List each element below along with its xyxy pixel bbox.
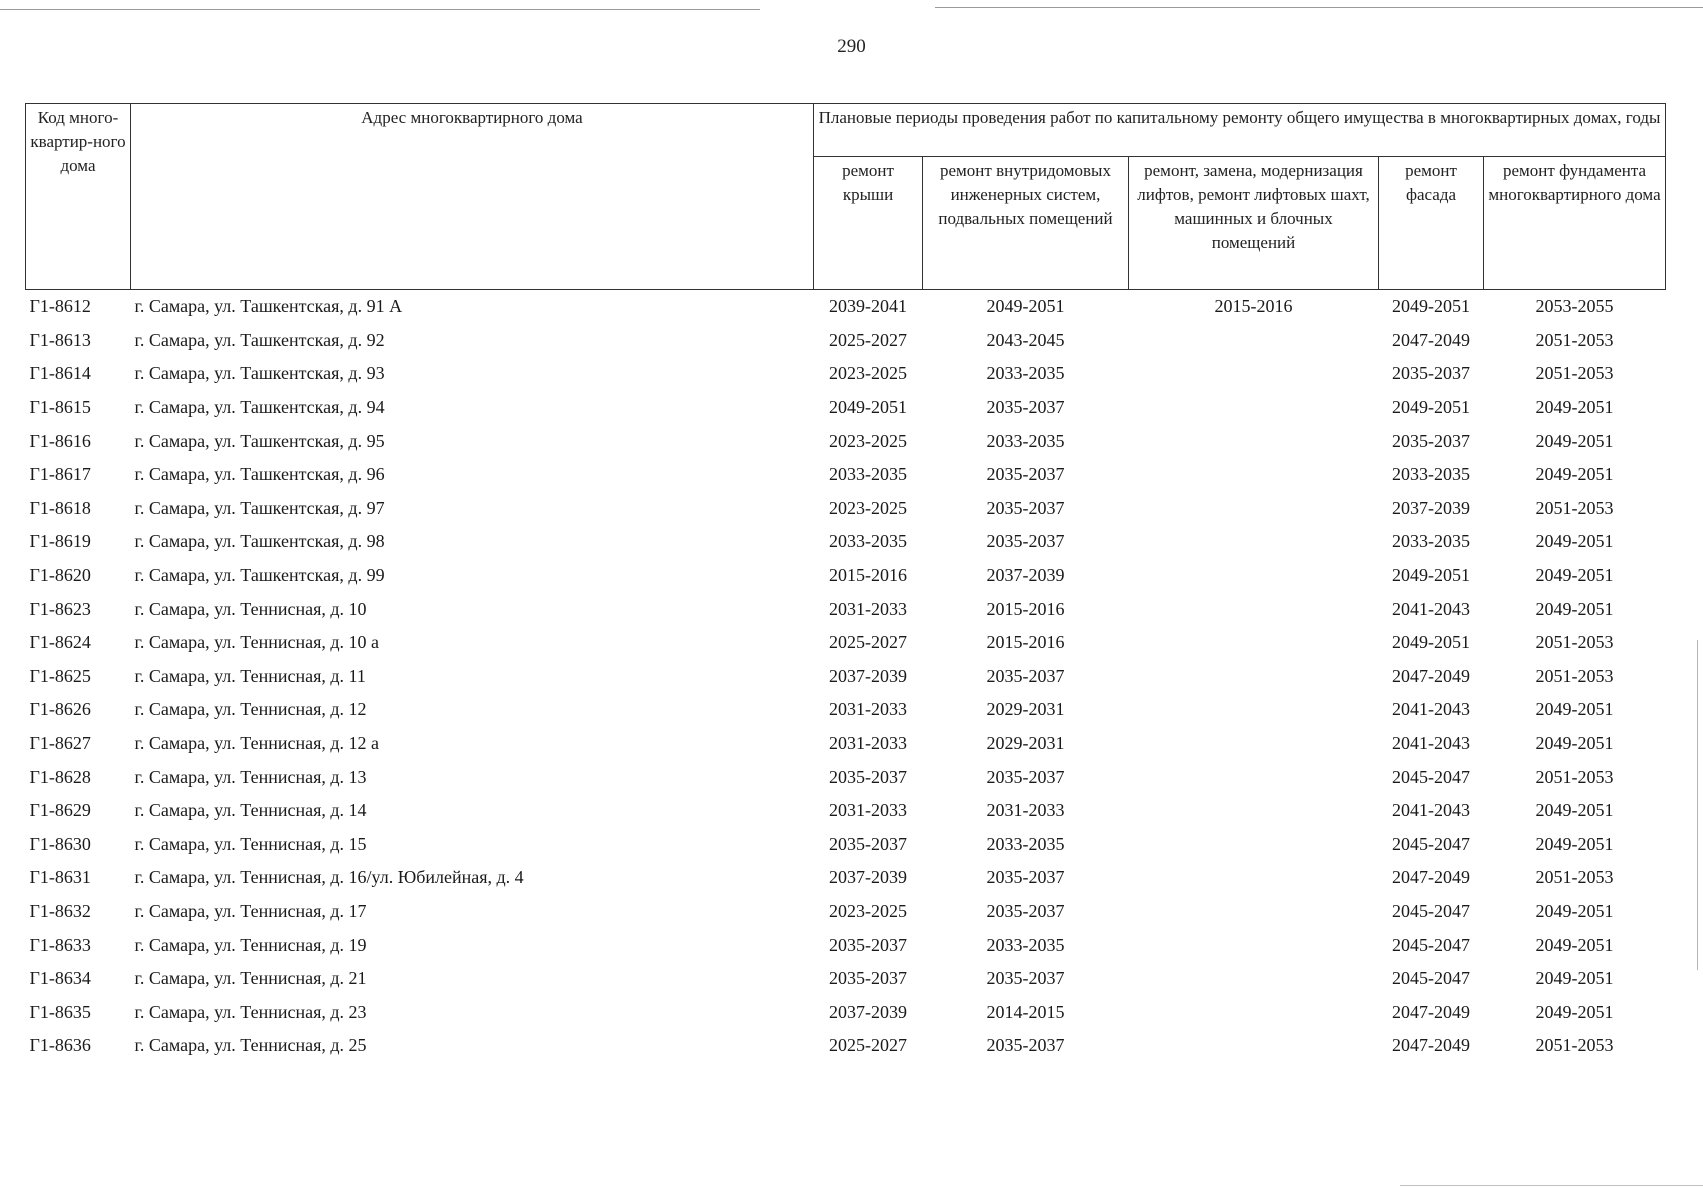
table-row [26,794,1666,828]
cell-facade: 2045-2047 [1392,900,1470,921]
cell-systems: 2035-2037 [986,1035,1065,1056]
cell-lifts [1129,861,1379,895]
table-row [26,895,1666,929]
cell-systems: 2015-2016 [986,598,1065,619]
cell-address: г. Самара, ул. Теннисная, д. 23 [134,1001,367,1022]
cell-address: г. Самара, ул. Теннисная, д. 15 [134,833,367,854]
table-row [26,626,1666,660]
cell-roof: 2037-2039 [829,867,907,888]
cell-lifts [1129,995,1379,1029]
cell-foundation: 2049-2051 [1535,934,1614,955]
header-systems: ремонт внутридомовых инженерных систем, подвальных помещений [923,157,1129,290]
cell-code: Г1-8635 [29,1001,91,1022]
cell-roof: 2031-2033 [829,699,907,720]
cell-address: г. Самара, ул. Ташкентская, д. 97 [134,497,385,518]
cell-code: Г1-8636 [29,1035,91,1056]
cell-address: г. Самара, ул. Теннисная, д. 13 [134,766,367,787]
cell-systems: 2029-2031 [986,733,1065,754]
cell-systems: 2035-2037 [986,464,1065,485]
cell-systems: 2014-2015 [986,1001,1065,1022]
cell-roof: 2039-2041 [829,296,907,317]
cell-foundation: 2051-2053 [1535,497,1614,518]
cell-facade: 2045-2047 [1392,968,1470,989]
cell-code: Г1-8617 [29,464,91,485]
cell-roof: 2049-2051 [829,397,907,418]
table-row [26,1029,1666,1063]
cell-roof: 2035-2037 [829,833,907,854]
table-row [26,458,1666,492]
header-facade: ремонт фасада [1379,157,1484,290]
cell-foundation: 2049-2051 [1535,397,1614,418]
cell-roof: 2035-2037 [829,968,907,989]
cell-lifts [1129,357,1379,391]
cell-systems: 2015-2016 [986,632,1065,653]
cell-code: Г1-8624 [29,632,91,653]
cell-lifts [1129,592,1379,626]
table-row [26,559,1666,593]
cell-code: Г1-8615 [29,397,91,418]
cell-systems: 2035-2037 [986,867,1065,888]
cell-roof: 2023-2025 [829,900,907,921]
cell-lifts [1129,391,1379,425]
cell-systems: 2035-2037 [986,531,1065,552]
cell-facade: 2047-2049 [1392,665,1470,686]
cell-foundation: 2053-2055 [1535,296,1614,317]
cell-address: г. Самара, ул. Теннисная, д. 16/ул. Юбилейная, д. 4 [134,867,524,888]
table-body [26,290,1666,1063]
cell-facade: 2037-2039 [1392,497,1470,518]
cell-lifts [1129,424,1379,458]
table-row [26,424,1666,458]
cell-facade: 2045-2047 [1392,934,1470,955]
table-row [26,828,1666,862]
header-periods: Плановые периоды проведения работ по капитальному ремонту общего имущества в многоквартирных домах, годы [814,104,1666,157]
cell-facade: 2035-2037 [1392,363,1470,384]
cell-lifts [1129,626,1379,660]
cell-address: г. Самара, ул. Теннисная, д. 10 а [134,632,380,653]
cell-facade: 2033-2035 [1392,531,1470,552]
cell-roof: 2033-2035 [829,531,907,552]
cell-code: Г1-8614 [29,363,91,384]
cell-foundation: 2049-2051 [1535,699,1614,720]
cell-systems: 2031-2033 [986,800,1065,821]
cell-code: Г1-8630 [29,833,91,854]
cell-facade: 2041-2043 [1392,598,1470,619]
cell-lifts [1129,525,1379,559]
cell-roof: 2025-2027 [829,1035,907,1056]
cell-lifts [1129,458,1379,492]
cell-address: г. Самара, ул. Теннисная, д. 10 [134,598,367,619]
table-row [26,995,1666,1029]
table-row [26,290,1666,324]
cell-code: Г1-8633 [29,934,91,955]
table-row [26,525,1666,559]
cell-address: г. Самара, ул. Ташкентская, д. 91 А [134,296,403,317]
cell-foundation: 2049-2051 [1535,598,1614,619]
cell-facade: 2047-2049 [1392,1035,1470,1056]
cell-foundation: 2051-2053 [1535,867,1614,888]
cell-systems: 2033-2035 [986,430,1065,451]
cell-foundation: 2049-2051 [1535,968,1614,989]
cell-lifts [1129,324,1379,358]
cell-address: г. Самара, ул. Теннисная, д. 12 [134,699,367,720]
header-address: Адрес многоквартирного дома [131,104,814,290]
cell-systems: 2037-2039 [986,565,1065,586]
cell-code: Г1-8628 [29,766,91,787]
cell-facade: 2049-2051 [1392,632,1470,653]
cell-address: г. Самара, ул. Теннисная, д. 14 [134,800,367,821]
cell-facade: 2047-2049 [1392,867,1470,888]
cell-roof: 2025-2027 [829,329,907,350]
cell-code: Г1-8625 [29,665,91,686]
cell-facade: 2047-2049 [1392,1001,1470,1022]
cell-roof: 2037-2039 [829,1001,907,1022]
cell-lifts [1129,660,1379,694]
cell-code: Г1-8627 [29,733,91,754]
cell-foundation: 2051-2053 [1535,632,1614,653]
cell-systems: 2035-2037 [986,900,1065,921]
table-row [26,693,1666,727]
table-row [26,324,1666,358]
cell-roof: 2031-2033 [829,733,907,754]
scan-edge-line [935,7,1703,8]
cell-lifts [1129,962,1379,996]
cell-systems: 2029-2031 [986,699,1065,720]
table-row [26,492,1666,526]
cell-facade: 2045-2047 [1392,833,1470,854]
cell-address: г. Самара, ул. Теннисная, д. 12 а [134,733,380,754]
table-row [26,391,1666,425]
scan-edge-line [1697,640,1698,970]
cell-roof: 2031-2033 [829,598,907,619]
cell-systems: 2033-2035 [986,833,1065,854]
cell-lifts [1129,895,1379,929]
table-row [26,660,1666,694]
table-row [26,592,1666,626]
cell-lifts [1129,794,1379,828]
table-row [26,962,1666,996]
cell-foundation: 2049-2051 [1535,833,1614,854]
cell-lifts [1129,928,1379,962]
cell-foundation: 2051-2053 [1535,665,1614,686]
cell-foundation: 2051-2053 [1535,1035,1614,1056]
cell-foundation: 2051-2053 [1535,363,1614,384]
cell-roof: 2035-2037 [829,934,907,955]
header-foundation: ремонт фундамента многоквартирного дома [1484,157,1666,290]
cell-facade: 2041-2043 [1392,699,1470,720]
cell-facade: 2041-2043 [1392,733,1470,754]
header-code: Код много-квартир-ного дома [26,104,131,290]
cell-facade: 2041-2043 [1392,800,1470,821]
cell-address: г. Самара, ул. Ташкентская, д. 92 [134,329,385,350]
cell-address: г. Самара, ул. Теннисная, д. 25 [134,1035,367,1056]
cell-facade: 2045-2047 [1392,766,1470,787]
cell-code: Г1-8626 [29,699,91,720]
scan-edge-line [1400,1185,1703,1186]
cell-lifts: 2015-2016 [1214,296,1293,317]
cell-systems: 2035-2037 [986,766,1065,787]
cell-foundation: 2049-2051 [1535,531,1614,552]
cell-roof: 2023-2025 [829,497,907,518]
cell-address: г. Самара, ул. Ташкентская, д. 99 [134,565,385,586]
cell-foundation: 2049-2051 [1535,800,1614,821]
cell-lifts [1129,492,1379,526]
cell-foundation: 2049-2051 [1535,464,1614,485]
cell-facade: 2035-2037 [1392,430,1470,451]
cell-code: Г1-8634 [29,968,91,989]
cell-lifts [1129,1029,1379,1063]
table-header [26,104,1666,290]
cell-code: Г1-8612 [29,296,91,317]
cell-systems: 2035-2037 [986,665,1065,686]
cell-code: Г1-8618 [29,497,91,518]
cell-address: г. Самара, ул. Ташкентская, д. 96 [134,464,385,485]
capital-repair-schedule-table [25,103,1666,1063]
cell-facade: 2047-2049 [1392,329,1470,350]
cell-address: г. Самара, ул. Ташкентская, д. 95 [134,430,385,451]
cell-facade: 2049-2051 [1392,296,1470,317]
cell-roof: 2035-2037 [829,766,907,787]
cell-address: г. Самара, ул. Теннисная, д. 17 [134,900,367,921]
header-lifts: ремонт, замена, модернизация лифтов, ремонт лифтовых шахт, машинных и блочных помещений [1129,157,1379,290]
cell-facade: 2049-2051 [1392,397,1470,418]
page-number: 290 [837,36,866,57]
cell-roof: 2033-2035 [829,464,907,485]
cell-systems: 2035-2037 [986,397,1065,418]
cell-roof: 2025-2027 [829,632,907,653]
cell-roof: 2037-2039 [829,665,907,686]
scan-edge-line [0,9,760,10]
table-row [26,861,1666,895]
cell-lifts [1129,760,1379,794]
cell-foundation: 2049-2051 [1535,900,1614,921]
cell-code: Г1-8623 [29,598,91,619]
cell-systems: 2033-2035 [986,934,1065,955]
cell-address: г. Самара, ул. Теннисная, д. 11 [134,665,366,686]
cell-code: Г1-8616 [29,430,91,451]
cell-foundation: 2051-2053 [1535,329,1614,350]
cell-address: г. Самара, ул. Ташкентская, д. 94 [134,397,385,418]
cell-roof: 2023-2025 [829,363,907,384]
cell-address: г. Самара, ул. Ташкентская, д. 98 [134,531,385,552]
cell-foundation: 2051-2053 [1535,766,1614,787]
cell-address: г. Самара, ул. Ташкентская, д. 93 [134,363,385,384]
cell-lifts [1129,693,1379,727]
cell-foundation: 2049-2051 [1535,565,1614,586]
cell-lifts [1129,828,1379,862]
cell-systems: 2033-2035 [986,363,1065,384]
cell-address: г. Самара, ул. Теннисная, д. 21 [134,968,367,989]
table-row [26,357,1666,391]
cell-address: г. Самара, ул. Теннисная, д. 19 [134,934,367,955]
cell-foundation: 2049-2051 [1535,1001,1614,1022]
table-row [26,727,1666,761]
cell-systems: 2049-2051 [986,296,1065,317]
cell-code: Г1-8619 [29,531,91,552]
cell-foundation: 2049-2051 [1535,430,1614,451]
cell-facade: 2033-2035 [1392,464,1470,485]
table-row [26,760,1666,794]
cell-lifts [1129,559,1379,593]
cell-systems: 2043-2045 [986,329,1065,350]
cell-roof: 2031-2033 [829,800,907,821]
cell-code: Г1-8632 [29,900,91,921]
cell-roof: 2015-2016 [829,565,907,586]
cell-foundation: 2049-2051 [1535,733,1614,754]
cell-code: Г1-8629 [29,800,91,821]
cell-lifts [1129,727,1379,761]
header-roof: ремонт крыши [814,157,923,290]
cell-roof: 2023-2025 [829,430,907,451]
table-row [26,928,1666,962]
cell-systems: 2035-2037 [986,968,1065,989]
cell-facade: 2049-2051 [1392,565,1470,586]
cell-systems: 2035-2037 [986,497,1065,518]
cell-code: Г1-8631 [29,867,91,888]
cell-code: Г1-8620 [29,565,91,586]
cell-code: Г1-8613 [29,329,91,350]
